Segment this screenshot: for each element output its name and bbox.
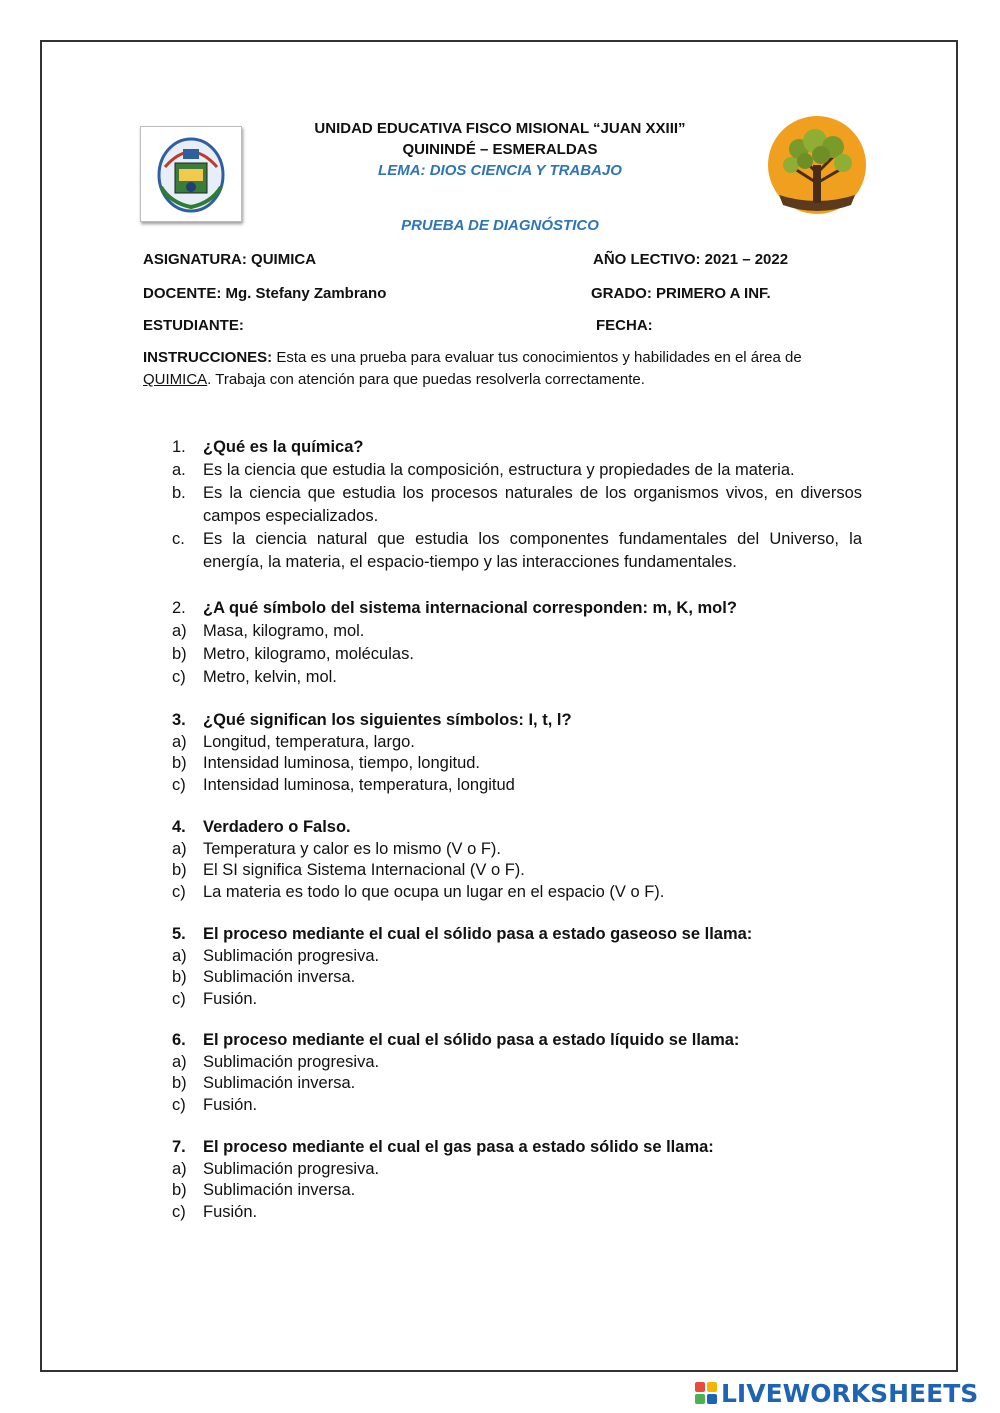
option-text: Es la ciencia natural que estudia los componentes fundamentales del Universo, la energía, la materia, el espacio-tiempo y las interacciones fundamentales. <box>203 530 862 571</box>
option-letter: a) <box>172 1159 187 1178</box>
option-text: Sublimación progresiva. <box>203 946 380 965</box>
question-7 <box>172 1137 862 1223</box>
option-letter: c) <box>172 1095 186 1114</box>
answer-option[interactable] <box>172 1052 862 1074</box>
date-label: FECHA: <box>596 317 653 334</box>
option-letter: c) <box>172 1202 186 1221</box>
option-letter: c) <box>172 668 186 686</box>
option-text: Masa, kilogramo, mol. <box>203 622 365 640</box>
option-text: Sublimación inversa. <box>203 968 356 986</box>
question-text: ¿Qué es la química? <box>203 438 364 456</box>
option-text: Longitud, temperatura, largo. <box>203 732 415 751</box>
question-4 <box>172 817 862 903</box>
answer-option[interactable] <box>172 1180 862 1202</box>
option-letter: a) <box>172 622 187 640</box>
option-letter: a) <box>172 946 187 965</box>
question-3 <box>172 710 862 796</box>
option-letter: b) <box>172 754 187 772</box>
answer-option[interactable] <box>172 1159 862 1181</box>
question-number: 4. <box>172 818 186 836</box>
school-city: QUININDÉ – ESMERALDAS <box>402 141 598 158</box>
option-letter: c) <box>172 775 186 794</box>
question-text: ¿A qué símbolo del sistema internacional corresponden: m, K, mol? <box>203 599 737 617</box>
option-text: Intensidad luminosa, tiempo, longitud. <box>203 754 481 772</box>
option-letter: b) <box>172 861 187 879</box>
option-letter: c) <box>172 882 186 901</box>
answer-option[interactable] <box>172 1202 862 1224</box>
option-letter: b) <box>172 1074 187 1092</box>
exam-title: PRUEBA DE DIAGNÓSTICO <box>401 217 599 234</box>
instructions-subject: QUIMICA <box>143 371 208 388</box>
option-letter: b) <box>172 1181 187 1199</box>
answer-option[interactable] <box>172 482 862 528</box>
answer-option[interactable] <box>172 643 862 666</box>
question-number: 5. <box>172 925 186 943</box>
answer-option[interactable] <box>172 753 862 775</box>
question-5 <box>172 924 862 1010</box>
school-year-label: AÑO LECTIVO: 2021 – 2022 <box>593 251 789 268</box>
option-text: Sublimación inversa. <box>203 1074 356 1092</box>
option-text: Metro, kilogramo, moléculas. <box>203 645 414 663</box>
option-text: Fusión. <box>203 1202 258 1221</box>
option-text: Metro, kelvin, mol. <box>203 668 337 686</box>
liveworksheets-watermark <box>695 1378 978 1408</box>
question-number: 7. <box>172 1138 186 1156</box>
answer-option[interactable] <box>172 775 862 797</box>
answer-option[interactable] <box>172 1095 862 1117</box>
option-letter: b. <box>172 484 186 502</box>
option-text: La materia es todo lo que ocupa un lugar en el espacio (V o F). <box>203 882 665 901</box>
answer-option[interactable] <box>172 839 862 861</box>
option-letter: a. <box>172 461 186 479</box>
question-number: 2. <box>172 599 186 617</box>
question-text: El proceso mediante el cual el sólido pasa a estado líquido se llama: <box>203 1031 740 1049</box>
question-text: Verdadero o Falso. <box>203 818 351 836</box>
option-text: Es la ciencia que estudia los procesos naturales de los organismos vivos, en diversos campos especializados. <box>203 484 862 525</box>
student-label: ESTUDIANTE: <box>143 317 244 334</box>
answer-option[interactable] <box>172 946 862 968</box>
option-letter: c. <box>172 530 185 548</box>
question-text: ¿Qué significan los siguientes símbolos: I, t, l? <box>203 711 572 729</box>
school-name: UNIDAD EDUCATIVA FISCO MISIONAL “JUAN XXIII” <box>314 120 686 137</box>
teacher-label: DOCENTE: Mg. Stefany Zambrano <box>143 285 387 302</box>
option-letter: a) <box>172 1052 187 1071</box>
answer-option[interactable] <box>172 1073 862 1095</box>
answer-option[interactable] <box>172 666 862 689</box>
option-text: Intensidad luminosa, temperatura, longitud <box>203 775 515 794</box>
question-6 <box>172 1030 862 1116</box>
option-letter: b) <box>172 968 187 986</box>
subject-label: ASIGNATURA: QUIMICA <box>143 251 317 268</box>
question-1 <box>172 436 862 574</box>
option-text: Sublimación inversa. <box>203 1181 356 1199</box>
option-text: Fusión. <box>203 989 258 1008</box>
answer-option[interactable] <box>172 860 862 882</box>
answer-option[interactable] <box>172 528 862 574</box>
answer-option[interactable] <box>172 732 862 754</box>
liveworksheets-text: LIVEWORKSHEETS <box>721 1378 979 1408</box>
option-text: Temperatura y calor es lo mismo (V o F). <box>203 839 501 858</box>
instructions-text-2: . Trabaja con atención para que puedas resolverla correctamente. <box>207 371 645 388</box>
option-letter: a) <box>172 839 187 858</box>
question-text: El proceso mediante el cual el sólido pasa a estado gaseoso se llama: <box>203 925 753 943</box>
option-text: Es la ciencia que estudia la composición, estructura y propiedades de la materia. <box>203 461 795 479</box>
question-number: 6. <box>172 1031 186 1049</box>
answer-option[interactable] <box>172 967 862 989</box>
question-2 <box>172 597 862 689</box>
question-number: 1. <box>172 438 186 456</box>
answer-option[interactable] <box>172 620 862 643</box>
instructions-text-1: Esta es una prueba para evaluar tus conocimientos y habilidades en el área de <box>272 349 802 366</box>
option-letter: b) <box>172 645 187 663</box>
question-number: 3. <box>172 711 186 729</box>
instructions <box>143 347 863 391</box>
liveworksheets-logo-icon <box>695 1382 717 1404</box>
answer-option[interactable] <box>172 459 862 482</box>
question-text: El proceso mediante el cual el gas pasa a estado sólido se llama: <box>203 1138 714 1156</box>
grade-label: GRADO: PRIMERO A INF. <box>591 285 771 302</box>
option-text: Sublimación progresiva. <box>203 1159 380 1178</box>
option-letter: a) <box>172 732 187 751</box>
option-text: Fusión. <box>203 1095 258 1114</box>
instructions-label: INSTRUCCIONES: <box>143 349 273 366</box>
option-letter: c) <box>172 989 186 1008</box>
option-text: El SI significa Sistema Internacional (V o F). <box>203 861 525 879</box>
answer-option[interactable] <box>172 989 862 1011</box>
option-text: Sublimación progresiva. <box>203 1052 380 1071</box>
school-motto: LEMA: DIOS CIENCIA Y TRABAJO <box>378 162 622 179</box>
answer-option[interactable] <box>172 882 862 904</box>
